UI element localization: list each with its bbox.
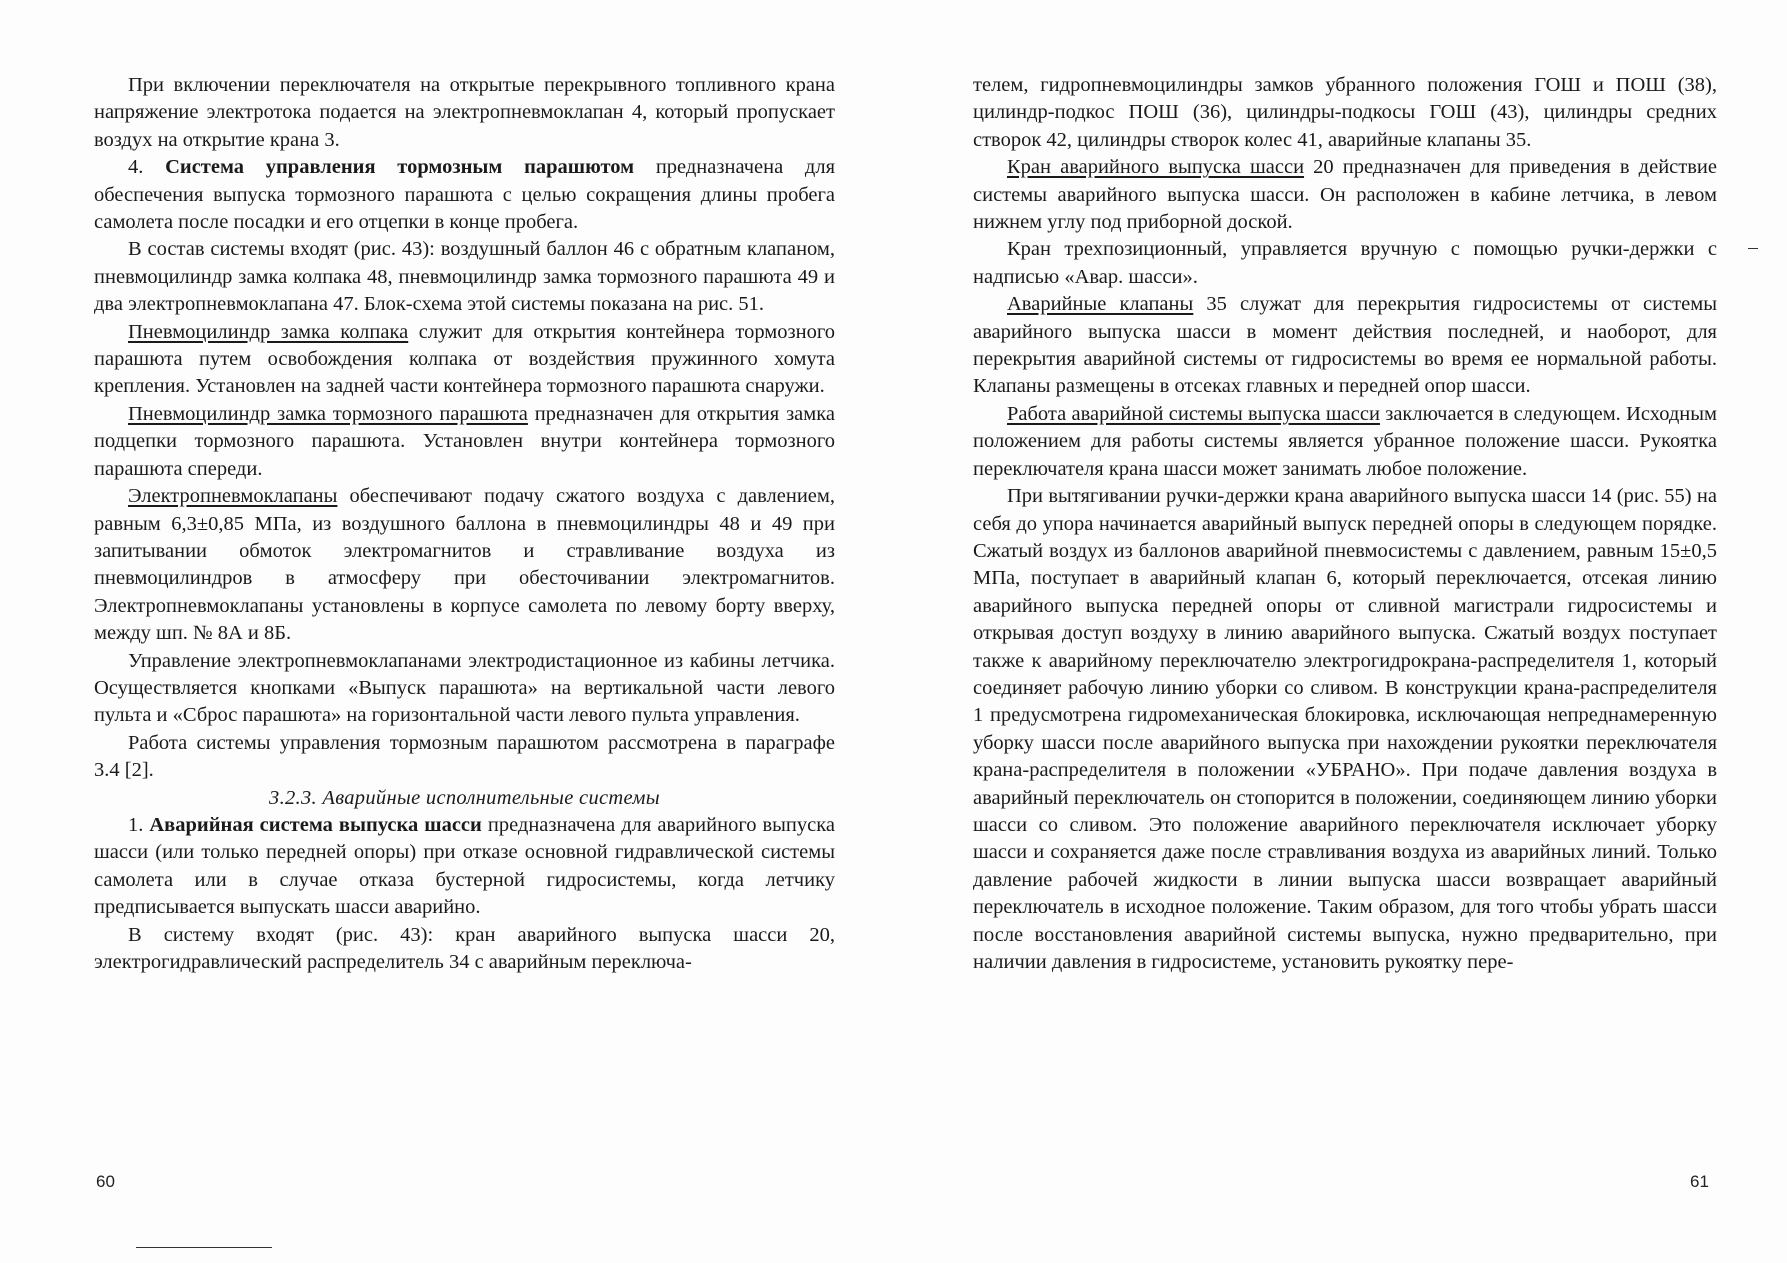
right-paragraph-3: Кран трехпозиционный, управляется вручную с помощью ручки-держки с надписью «Авар. шасси». — [973, 238, 1717, 288]
emergency-gear-crane-term: Кран аварийного выпуска шасси — [1007, 156, 1305, 179]
left-paragraph-6 — [94, 483, 835, 647]
left-paragraph-9 — [94, 812, 835, 922]
emergency-gear-system-term: Аварийная система выпуска шасси — [149, 813, 482, 836]
right-paragraph-4 — [973, 291, 1717, 401]
left-paragraph-9-lead: 1. — [128, 813, 150, 836]
left-paragraph-1: При включении переключателя на открытые перекрывного топливного крана напряжение электротока подается на электропневмоклапан 4, который пропускает воздух на открытие крана 3. — [94, 74, 835, 151]
left-paragraph-2-lead: 4. — [128, 156, 166, 179]
right-paragraph-2-rest: 20 предназначен для приведения в действие системы аварийного выпуска шасси. Он расположен в кабине летчика, в левом нижнем углу под приборной доской. — [973, 156, 1717, 234]
page-number-right: 61 — [1690, 1172, 1709, 1191]
right-paragraph-2 — [973, 154, 1717, 236]
left-paragraph-6-rest: обеспечивают подачу сжатого воздуха с давлением, равным 6,3±0,85 МПа, из воздушного баллона в пневмоцилиндры 48 и 49 при запитывании обмоток электромагнитов и стравливание воздуха из пневмоцилиндров в атмосферу при обесточивании электромагнитов. Электропневмоклапаны установлены в корпусе самолета по левому борту вверху, между шп. № 8А и 8Б. — [94, 485, 835, 645]
right-paragraph-1: телем, гидропневмоцилиндры замков убранного положения ГОШ и ПОШ (38), цилиндр-подкос ПОШ (36), цилиндры-подкосы ГОШ (43), цилиндры средних створок 42, цилиндры створок колес 41, аварийные клапаны 35. — [973, 74, 1717, 151]
left-paragraph-4-rest: служит для открытия контейнера тормозного парашюта путем освобождения колпака от воздействия пружинного хомута крепления. Установлен на задней части контейнера тормозного парашюта снаружи. — [94, 320, 835, 398]
parachute-lock-cylinder-term: Пневмоцилиндр замка тормозного парашюта — [128, 402, 528, 425]
emergency-system-operation-term: Работа аварийной системы выпуска шасси — [1007, 402, 1380, 425]
left-paragraph-5 — [94, 401, 835, 483]
left-paragraph-4 — [94, 319, 835, 401]
left-paragraph-8: Работа системы управления тормозным парашютом рассмотрена в параграфе 3.4 [2]. — [94, 731, 835, 782]
electropneumatic-valves-term: Электропневмоклапаны — [128, 485, 338, 508]
margin-dash — [1748, 248, 1758, 249]
left-page-text — [94, 72, 835, 976]
left-paragraph-10: В систему входят (рис. 43): кран аварийного выпуска шасси 20, электрогидравлический распределитель 34 с аварийным переключа- — [94, 923, 835, 973]
left-paragraph-2-rest: предназначена для обеспечения выпуска тормозного парашюта с целью сокращения длины пробега самолета после посадки и его отцепки в конце пробега. — [94, 156, 835, 234]
section-heading: 3.2.3. Аварийные исполнительные системы — [269, 786, 660, 809]
page-number-left: 60 — [96, 1172, 115, 1191]
left-paragraph-2 — [94, 154, 835, 236]
canopy-lock-cylinder-term: Пневмоцилиндр замка колпака — [128, 320, 409, 343]
right-paragraph-6: При вытягивании ручки-держки крана аварийного выпуска шасси 14 (рис. 55) на себя до упора начинается аварийный выпуск передней опоры в следующем порядке. Сжатый воздух из баллонов аварийной пневмосистемы с давлением, равным 15±0,5 МПа, поступает в аварийный клапан 6, который переключается, отсекая линию аварийного выпуска передней опоры от сливной магистрали гидросистемы и открывая доступ воздуху в линию аварийного выпуска. Сжатый воздух поступает также к аварийному переключателю электрогидрокрана-распределителя 1, который соединяет рабочую линию уборки со сливом. В конструкции крана-распределителя 1 предусмотрена гидромеханическая блокировка, исключающая непреднамеренную уборку шасси после аварийного выпуска при нахождении рукоятки переключателя крана-распределителя в положении «УБРАНО». При подаче давления воздуха в аварийный переключатель он стопорится в положении, соединяющем линию уборки шасси со сливом. Это положение аварийного переключателя исключает уборку шасси и сохраняется даже после стравливания воздуха из аварийных линий. Только давление рабочей жидкости в линии выпуска шасси возвращает аварийный переключатель в исходное положение. Таким образом, для того чтобы убрать шасси после восстановления аварийной системы выпуска, нужно предварительно, при наличии давления в гидросистеме, установить рукоятку пере- — [973, 485, 1717, 973]
right-paragraph-4-rest: 35 служат для перекрытия гидросистемы от системы аварийного выпуска шасси в момент действия последней, и наоборот, для перекрытия аварийной системы от гидросистемы во время ее нормальной работы. Клапаны размещены в отсеках главных и передней опор шасси. — [973, 293, 1717, 398]
right-page-text — [973, 72, 1717, 976]
left-paragraph-5-rest: предназначен для открытия замка подцепки тормозного парашюта. Установлен внутри контейнера тормозного парашюта спереди. — [94, 402, 835, 480]
right-paragraph-5 — [973, 401, 1717, 483]
bottom-rule — [136, 1247, 272, 1248]
emergency-valves-term: Аварийные клапаны — [1007, 293, 1194, 316]
right-paragraph-5-rest: заключается в следующем. Исходным положением для работы системы является убранное положение шасси. Рукоятка переключателя крана шасси может занимать любое положение. — [973, 402, 1717, 480]
left-paragraph-9-rest: предназначена для аварийного выпуска шасси (или только передней опоры) при отказе основной гидравлической системы самолета или в случае отказа бустерной гидросистемы, когда летчику предписывается выпускать шасси аварийно. — [94, 813, 836, 919]
left-paragraph-3: В состав системы входят (рис. 43): воздушный баллон 46 с обратным клапаном, пневмоцилиндр замка колпака 48, пневмоцилиндр замка тормозного парашюта 49 и два электропневмоклапана 47. Блок-схема этой системы показана на рис. 51. — [94, 238, 835, 316]
left-paragraph-7: Управление электропневмоклапанами электродистационное из кабины летчика. Осуществляется кнопками «Выпуск парашюта» на вертикальной части левого пульта и «Сброс парашюта» на горизонтальной части левого пульта управления. — [94, 649, 835, 727]
brake-parachute-system-term: Система управления тормозным парашютом — [165, 156, 635, 179]
